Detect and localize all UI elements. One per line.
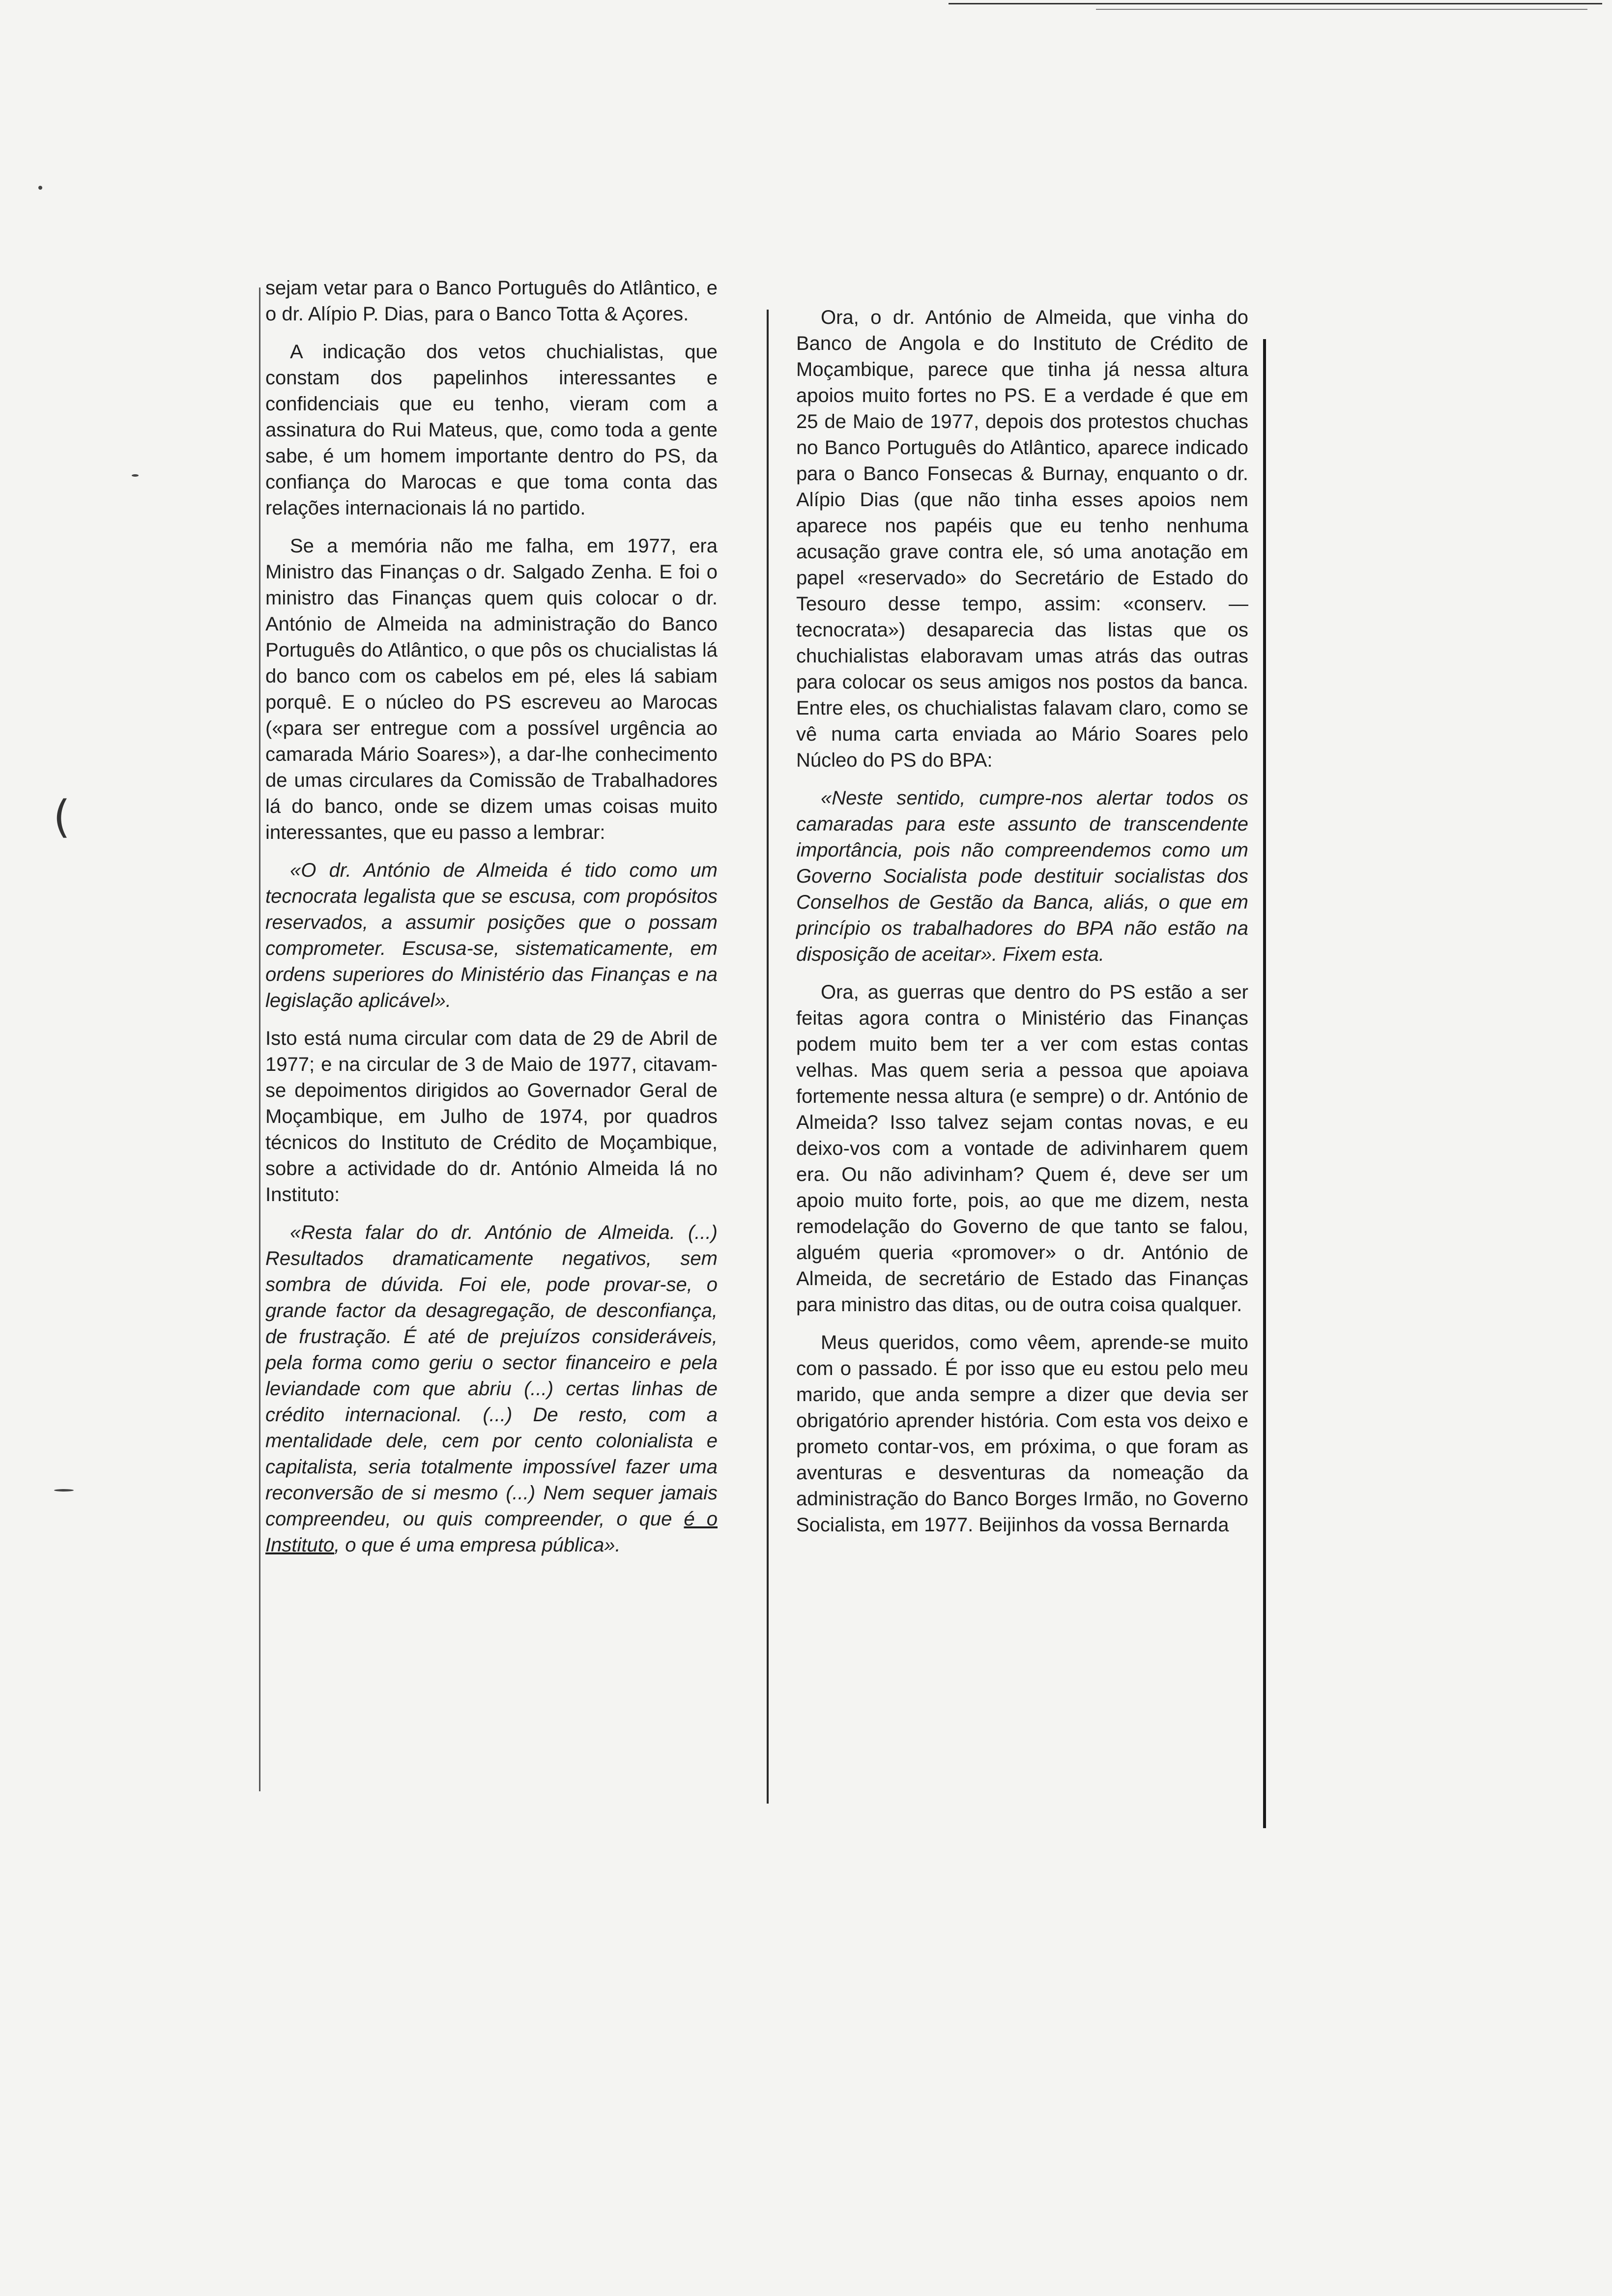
column-divider [767, 310, 769, 1804]
quote-paragraph: «Neste sentido, cumpre-nos alertar todos os camaradas para este assunto de transcendente importância, pois não compreendemos como um Governo Socialista pode destituir socialistas dos Conselhos de Gestão da Banca, aliás, o que em princípio os trabalhadores do BPA não estão na disposição de aceitar». Fixem esta. [796, 787, 1248, 965]
scan-edge-line [1096, 9, 1587, 10]
scan-edge-line [949, 3, 1602, 4]
left-margin-rule [259, 287, 260, 1791]
left-column [265, 275, 718, 1558]
scan-speck [38, 186, 42, 190]
quote-paragraph [265, 1220, 718, 1558]
paragraph: Meus queridos, como vêem, aprende-se muito com o passado. É por isso que eu estou pelo meu marido, que anda sempre a dizer que devia ser obrigatório aprender história. Com esta vos deixo e prometo contar-vos, em próxima, o que foram as aventuras e desventuras da nomeação da administração do Banco Borges Irmão, no Governo Socialista, em 1977. Beijinhos da vossa Bernarda [796, 1332, 1248, 1536]
underlined-phrase: é o Instituto [265, 1508, 718, 1556]
margin-mark: ( [53, 791, 71, 843]
scan-speck [132, 474, 139, 477]
right-column [796, 305, 1248, 1550]
quote-text: «Resta falar do dr. António de Almeida. (...) Resultados dramaticamente negativos, sem sombra de dúvida. Foi ele, pode provar-se, o grande factor da desagregação, de desconfiança, de frustração. É até de prejuízos consideráveis, pela forma como geriu o sector financeiro e pela leviandade com que abriu (...) certas linhas de crédito internacional. (...) De resto, com a mentalidade dele, cem por cento colonialista e capitalista, seria totalmente impossível fazer uma reconversão de si mesmo (...) Nem sequer jamais compreendeu, ou quis compreender, o que [265, 1222, 718, 1530]
paragraph: Ora, as guerras que dentro do PS estão a ser feitas agora contra o Ministério das Finanças podem muito bem ter a ver com estas contas velhas. Mas quem seria a pessoa que apoiava fortemente nessa altura (e sempre) o dr. António de Almeida? Isso talvez sejam contas novas, e eu deixo-vos com a vontade de adivinharem quem era. Ou não adivinham? Quem é, deve ser um apoio muito forte, pois, ao que me dizem, nesta remodelação do Governo de que tanto se falou, alguém queria «promover» o dr. António de Almeida, de secretário de Estado das Finanças para ministro das ditas, ou de outra coisa qualquer. [796, 981, 1248, 1316]
quote-paragraph: «O dr. António de Almeida é tido como um tecnocrata legalista que se escusa, com propósitos reservados, a assumir posições que o possam comprometer. Escusa-se, sistematicamente, em ordens superiores do Ministério das Finanças e na legislação aplicável». [265, 860, 718, 1011]
paragraph: Isto está numa circular com data de 29 de Abril de 1977; e na circular de 3 de Maio de 1977, citavam-se depoimentos dirigidos ao Governador Geral de Moçambique, em Julho de 1974, por quadros técnicos do Instituto de Crédito de Moçambique, sobre a actividade do dr. António Almeida lá no Instituto: [265, 1028, 718, 1205]
paragraph: Ora, o dr. António de Almeida, que vinha do Banco de Angola e do Instituto de Crédito de Moçambique, parece que tinha já nessa altura apoios muito fortes no PS. E a verdade é que em 25 de Maio de 1977, depois dos protestos chuchas no Banco Português do Atlântico, aparece indicado para o Banco Fonsecas & Burnay, enquanto o dr. Alípio Dias (que não tinha esses apoios nem aparece nos papéis que eu tenho nenhuma acusação grave contra ele, só uma anotação em papel «reservado» do Secretário de Estado do Tesouro desse tempo, assim: «conserv. — tecnocrata») desaparecia das listas que os chuchialistas elaboravam umas atrás das outras para colocar os seus amigos nos postos da banca. Entre eles, os chuchialistas falavam claro, como se vê numa carta enviada ao Mário Soares pelo Núcleo do PS do BPA: [796, 307, 1248, 771]
scan-speck [54, 1489, 74, 1492]
right-margin-rule [1263, 339, 1266, 1828]
paragraph: A indicação dos vetos chuchialistas, que constam dos papelinhos interessantes e confidenciais que eu tenho, vieram com a assinatura do Rui Mateus, que, como toda a gente sabe, é um homem importante dentro do PS, da confiança do Marocas e que toma conta das relações internacionais lá no partido. [265, 341, 718, 519]
quote-end: , o que é uma empresa pública». [334, 1534, 621, 1556]
paragraph: Se a memória não me falha, em 1977, era Ministro das Finanças o dr. Salgado Zenha. E foi o ministro das Finanças quem quis colocar o dr. António de Almeida na administração do Banco Português do Atlântico, o que pôs os chucialistas lá do banco com os cabelos em pé, eles lá sabiam porquê. E o núcleo do PS escreveu ao Marocas («para ser entregue com a possível urgência ao camarada Mário Soares»), a dar-lhe conhecimento de umas circulares da Comissão de Trabalhadores lá do banco, onde se dizem umas coisas muito interessantes, que eu passo a lembrar: [265, 535, 718, 843]
paragraph: sejam vetar para o Banco Português do Atlântico, e o dr. Alípio P. Dias, para o Banco Totta & Açores. [265, 277, 718, 325]
